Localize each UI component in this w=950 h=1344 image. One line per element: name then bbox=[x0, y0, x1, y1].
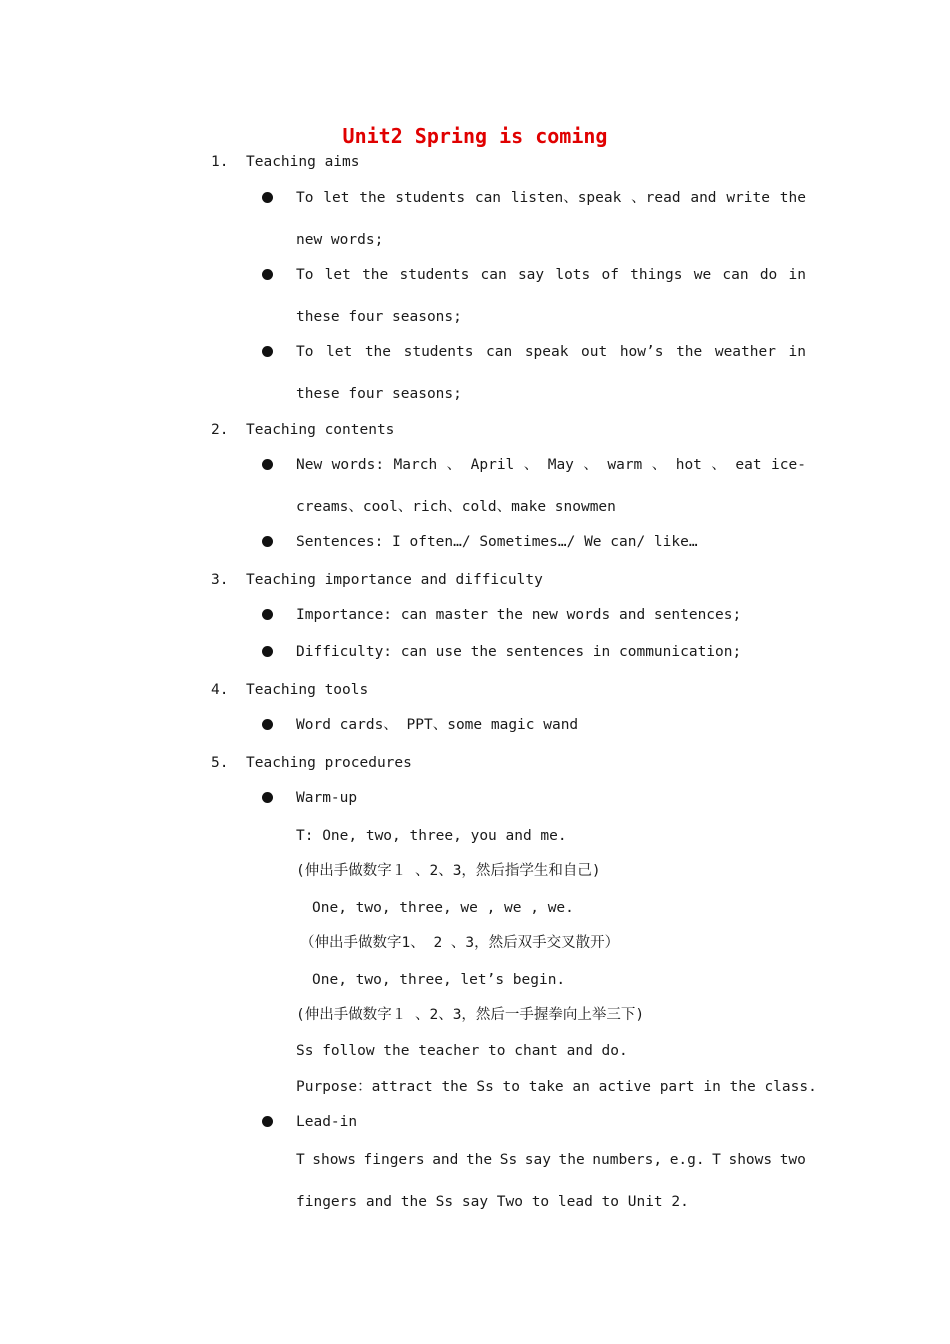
section-heading: Teaching contents bbox=[246, 422, 395, 438]
word: To bbox=[296, 267, 314, 283]
word: can bbox=[480, 267, 507, 283]
list-item-line: Sentences: I often…/ Sometimes…/ We can/ like… bbox=[296, 534, 698, 550]
bullet-icon bbox=[262, 346, 273, 357]
list-item-line bbox=[296, 455, 806, 475]
word: speak bbox=[524, 344, 569, 360]
bullet-icon bbox=[262, 536, 273, 547]
word: numbers, bbox=[592, 1152, 663, 1168]
word: we bbox=[693, 267, 712, 283]
bullet-icon bbox=[262, 609, 273, 620]
word: To bbox=[296, 190, 314, 206]
section-number: 5. bbox=[211, 755, 229, 771]
word: 、 bbox=[446, 457, 462, 473]
word: the bbox=[676, 344, 703, 360]
list-item-line: new words; bbox=[296, 232, 384, 248]
section-number: 4. bbox=[211, 682, 229, 698]
bullet-icon bbox=[262, 269, 273, 280]
word: fingers bbox=[363, 1152, 425, 1168]
word: Ss bbox=[499, 1152, 518, 1168]
word: shows bbox=[728, 1152, 773, 1168]
warmup-line: Ss follow the teacher to chant and do. bbox=[296, 1043, 628, 1059]
section-number: 2. bbox=[211, 422, 229, 438]
word: let bbox=[324, 267, 351, 283]
list-item-line: Importance: can master the new words and sentences; bbox=[296, 607, 742, 623]
word: write bbox=[726, 190, 770, 206]
word: in bbox=[788, 344, 806, 360]
word: the bbox=[465, 1152, 493, 1168]
word: T bbox=[712, 1152, 721, 1168]
word: ice- bbox=[771, 457, 806, 473]
word: e.g. bbox=[669, 1152, 705, 1168]
leadin-line bbox=[296, 1150, 806, 1170]
word: shows bbox=[312, 1152, 356, 1168]
list-item-line bbox=[296, 265, 806, 285]
word: hot bbox=[675, 457, 702, 473]
warmup-line: (伸出手做数字１ 、2、3，然后指学生和自己) bbox=[296, 863, 601, 879]
warmup-line: T: One, two, three, you and me. bbox=[296, 828, 567, 844]
word: students bbox=[395, 190, 466, 206]
word: and bbox=[690, 190, 717, 206]
word: the bbox=[779, 190, 806, 206]
bullet-icon bbox=[262, 459, 273, 470]
word: listen、speak bbox=[510, 190, 622, 206]
word: lots bbox=[555, 267, 591, 283]
word: 、 bbox=[523, 457, 539, 473]
bullet-icon bbox=[262, 192, 273, 203]
list-item-line: Word cards、 PPT、some magic wand bbox=[296, 717, 579, 733]
leadin-label: Lead-in bbox=[296, 1114, 358, 1130]
warmup-label: Warm-up bbox=[296, 790, 358, 806]
word: New bbox=[296, 457, 323, 473]
bullet-icon bbox=[262, 792, 273, 803]
word: To bbox=[296, 344, 314, 360]
word: can bbox=[474, 190, 502, 206]
word: weather bbox=[714, 344, 776, 360]
bullet-icon bbox=[262, 1116, 273, 1127]
list-item-line: these four seasons; bbox=[296, 386, 462, 402]
word: and bbox=[432, 1152, 459, 1168]
word: the bbox=[558, 1152, 585, 1168]
word: words: bbox=[331, 457, 385, 473]
warmup-line: (伸出手做数字１ 、2、3，然后一手握拳向上举三下) bbox=[296, 1007, 645, 1023]
list-item-line: these four seasons; bbox=[296, 309, 462, 325]
list-item-line: Difficulty: can use the sentences in communication; bbox=[296, 644, 742, 660]
word: the bbox=[359, 190, 386, 206]
word: the bbox=[364, 344, 392, 360]
list-item-line bbox=[296, 342, 806, 362]
word: can bbox=[486, 344, 513, 360]
word: say bbox=[524, 1152, 551, 1168]
section-heading: Teaching procedures bbox=[246, 755, 412, 771]
word: April bbox=[470, 457, 515, 473]
word: let bbox=[326, 344, 353, 360]
word: T bbox=[296, 1152, 305, 1168]
section-heading: Teaching aims bbox=[246, 154, 360, 170]
word: May bbox=[547, 457, 574, 473]
word: say bbox=[517, 267, 545, 283]
word: can bbox=[722, 267, 749, 283]
word: students bbox=[399, 267, 470, 283]
word: in bbox=[788, 267, 806, 283]
word: of bbox=[601, 267, 619, 283]
word: things bbox=[630, 267, 683, 283]
word: 、 bbox=[711, 457, 726, 473]
section-heading: Teaching tools bbox=[246, 682, 369, 698]
section-heading: Teaching importance and difficulty bbox=[246, 572, 543, 588]
word: eat bbox=[735, 457, 762, 473]
word: students bbox=[403, 344, 474, 360]
section-number: 3. bbox=[211, 572, 229, 588]
word: 、read bbox=[631, 190, 681, 206]
word: the bbox=[362, 267, 389, 283]
word: 、 bbox=[651, 457, 667, 473]
warmup-line: （伸出手做数字1、 2 、3，然后双手交叉散开） bbox=[300, 935, 620, 951]
bullet-icon bbox=[262, 719, 273, 730]
word: out bbox=[581, 344, 608, 360]
warmup-line: One, two, three, let’s begin. bbox=[312, 972, 566, 988]
word: let bbox=[323, 190, 350, 206]
warmup-line: Purpose：attract the Ss to take an active part in the class. bbox=[296, 1079, 817, 1095]
section-number: 1. bbox=[211, 154, 229, 170]
word: do bbox=[759, 267, 778, 283]
word: how’s bbox=[619, 344, 664, 360]
leadin-line: fingers and the Ss say Two to lead to Unit 2. bbox=[296, 1194, 689, 1210]
word: two bbox=[779, 1152, 806, 1168]
word: warm bbox=[607, 457, 643, 473]
warmup-line: One, two, three, we , we , we. bbox=[312, 900, 574, 916]
word: 、 bbox=[583, 457, 598, 473]
bullet-icon bbox=[262, 646, 273, 657]
list-item-line bbox=[296, 188, 806, 208]
document-title: Unit2 Spring is coming bbox=[342, 124, 608, 148]
list-item-line: creams、cool、rich、cold、make snowmen bbox=[296, 499, 616, 515]
word: March bbox=[393, 457, 438, 473]
